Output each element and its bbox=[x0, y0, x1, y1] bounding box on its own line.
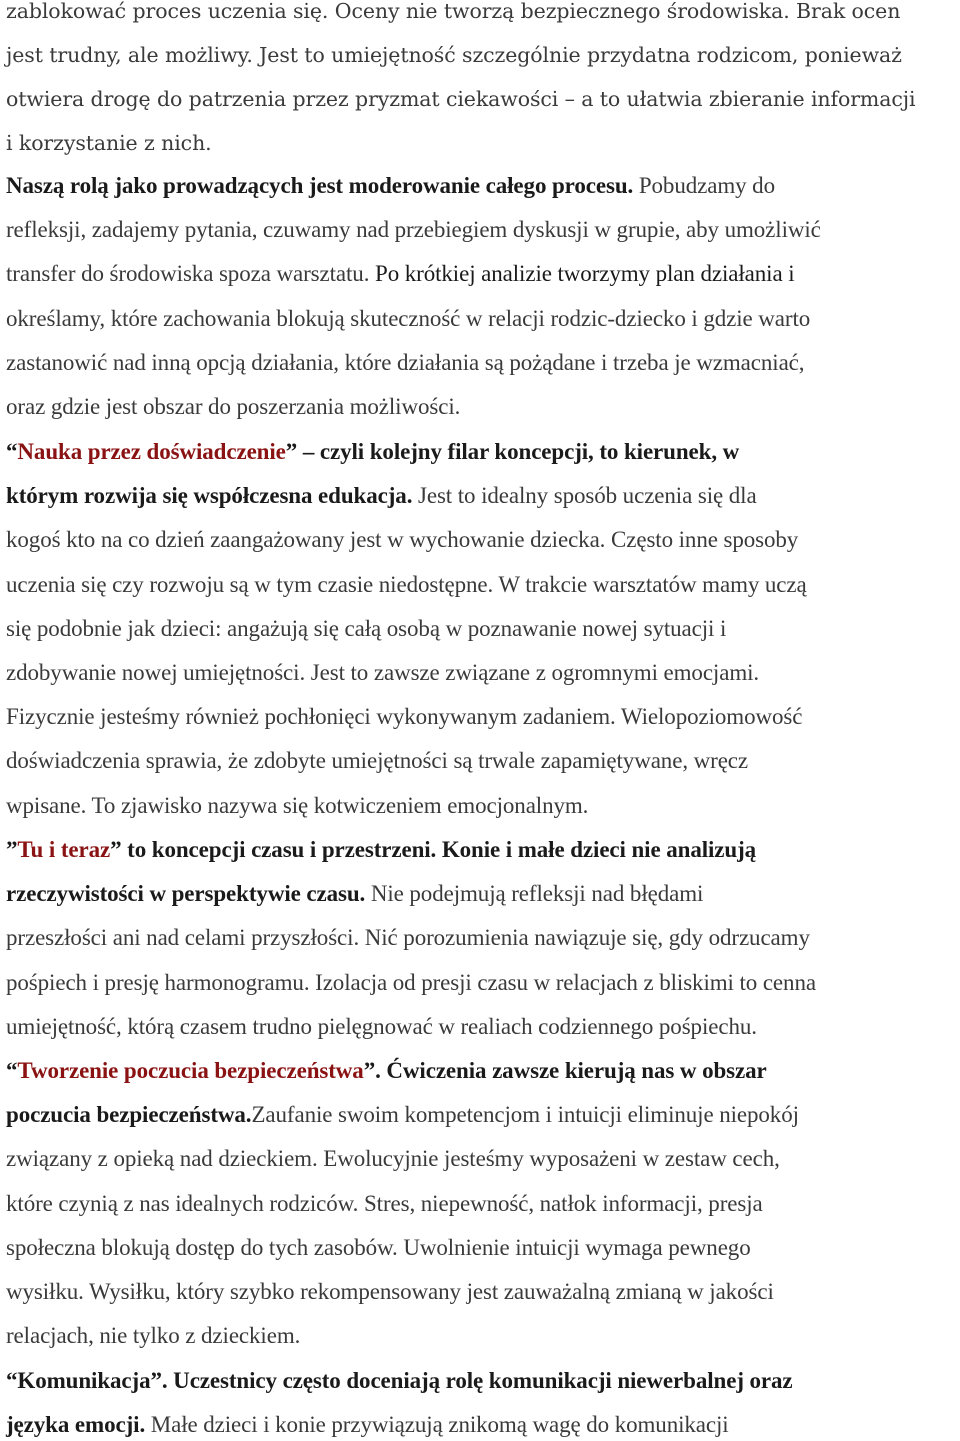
text-line: relacjach, nie tylko z dzieckiem. bbox=[6, 1323, 301, 1349]
text-line: wpisane. To zjawisko nazywa się kotwiczeniem emocjonalnym. bbox=[6, 792, 589, 818]
text-line: otwiera drogę do patrzenia przez pryzmat ciekawości – a to ułatwia zbieranie informacji bbox=[6, 87, 916, 111]
text-line: kogoś kto na co dzień zaangażowany jest w wychowanie dziecka. Często inne sposoby bbox=[6, 527, 799, 553]
heading-accent: Tworzenie poczucia bezpieczeństwa bbox=[17, 1058, 364, 1083]
text-line: wysiłku. Wysiłku, który szybko rekompensowany jest zauważalną zmianą w jakości bbox=[6, 1278, 774, 1304]
text-line: którym rozwija się współczesna edukacja. Jest to idealny sposób uczenia się dla bbox=[6, 483, 757, 509]
text-line: rzeczywistości w perspektywie czasu. Nie podejmują refleksji nad błędami bbox=[6, 881, 704, 907]
paragraph-grading bbox=[6, 0, 958, 165]
text-line: Naszą rolą jako prowadzących jest moderowanie całego procesu. Pobudzamy do bbox=[6, 173, 775, 198]
paragraph-learning-by-experience bbox=[6, 430, 958, 828]
text-line: zdobywanie nowej umiejętności. Jest to zawsze związane z ogromnymi emocjami. bbox=[6, 659, 760, 685]
text-line: określamy, które zachowania blokują skuteczność w relacji rodzic-dziecko i gdzie warto bbox=[6, 305, 811, 331]
text-line: jest trudny, ale możliwy. Jest to umiejętność szczególnie przydatna rodzicom, ponieważ bbox=[6, 43, 902, 67]
text-line: i korzystanie z nich. bbox=[6, 131, 212, 155]
text-line: transfer do środowiska spoza warsztatu. Po krótkiej analizie tworzymy plan działania i bbox=[6, 261, 795, 287]
text-line: uczenia się czy rozwoju są w tym czasie niedostępne. W trakcie warsztatów mamy uczą bbox=[6, 571, 807, 597]
paragraph-communication bbox=[6, 1359, 958, 1441]
text-line: zastanowić nad inną opcją działania, które działania są pożądane i trzeba je wzmacniać, bbox=[6, 349, 805, 375]
text-line: zablokować proces uczenia się. Oceny nie tworzą bezpiecznego środowiska. Brak ocen bbox=[6, 0, 901, 23]
bold-lead: Naszą rolą jako prowadzących jest moderowanie całego procesu. bbox=[6, 173, 634, 198]
paragraph-moderation bbox=[6, 164, 958, 429]
text-line: ”Tu i teraz” to koncepcji czasu i przestrzeni. Konie i małe dzieci nie analizują bbox=[6, 837, 757, 862]
heading-accent: Tu i teraz bbox=[17, 837, 111, 862]
paragraph-safety bbox=[6, 1049, 958, 1358]
text-line: języka emocji. Małe dzieci i konie przywiązują znikomą wagę do komunikacji bbox=[6, 1412, 729, 1438]
text-line: pośpiech i presję harmonogramu. Izolacja od presji czasu w relacjach z bliskimi to cenna bbox=[6, 969, 816, 995]
text-line: przeszłości ani nad celami przyszłości. Nić porozumienia nawiązuje się, gdy odrzucamy bbox=[6, 925, 810, 951]
text-line: Fizycznie jesteśmy również pochłonięci wykonywanym zadaniem. Wielopoziomowość bbox=[6, 704, 803, 730]
text-line: umiejętność, którą czasem trudno pielęgnować w realiach codziennego pośpiechu. bbox=[6, 1013, 757, 1039]
text-line: które czynią z nas idealnych rodziców. Stres, niepewność, natłok informacji, presja bbox=[6, 1190, 763, 1216]
text-line: związany z opieką nad dzieckiem. Ewolucyjnie jesteśmy wyposażeni w zestaw cech, bbox=[6, 1146, 780, 1172]
text-line: “Nauka przez doświadczenie” – czyli kolejny filar koncepcji, to kierunek, w bbox=[6, 439, 740, 464]
paragraph-here-and-now bbox=[6, 828, 958, 1049]
text-line: doświadczenia sprawia, że zdobyte umiejętności są trwale zapamiętywane, wręcz bbox=[6, 748, 749, 774]
text-line: oraz gdzie jest obszar do poszerzania możliwości. bbox=[6, 393, 461, 419]
text-line: się podobnie jak dzieci: angażują się całą osobą w poznawanie nowej sytuacji i bbox=[6, 615, 727, 641]
text-line: refleksji, zadajemy pytania, czuwamy nad przebiegiem dyskusji w grupie, aby umożliwić bbox=[6, 217, 821, 243]
text-line: społeczna blokują dostęp do tych zasobów. Uwolnienie intuicji wymaga pewnego bbox=[6, 1234, 751, 1260]
heading-accent: Nauka przez doświadczenie bbox=[17, 439, 286, 464]
text-line: poczucia bezpieczeństwa.Zaufanie swoim kompetencjom i intuicji eliminuje niepokój bbox=[6, 1102, 799, 1128]
text-line: “Komunikacja”. Uczestnicy często doceniają rolę komunikacji niewerbalnej oraz bbox=[6, 1368, 793, 1393]
text-line: “Tworzenie poczucia bezpieczeństwa”. Ćwiczenia zawsze kierują nas w obszar bbox=[6, 1058, 767, 1083]
